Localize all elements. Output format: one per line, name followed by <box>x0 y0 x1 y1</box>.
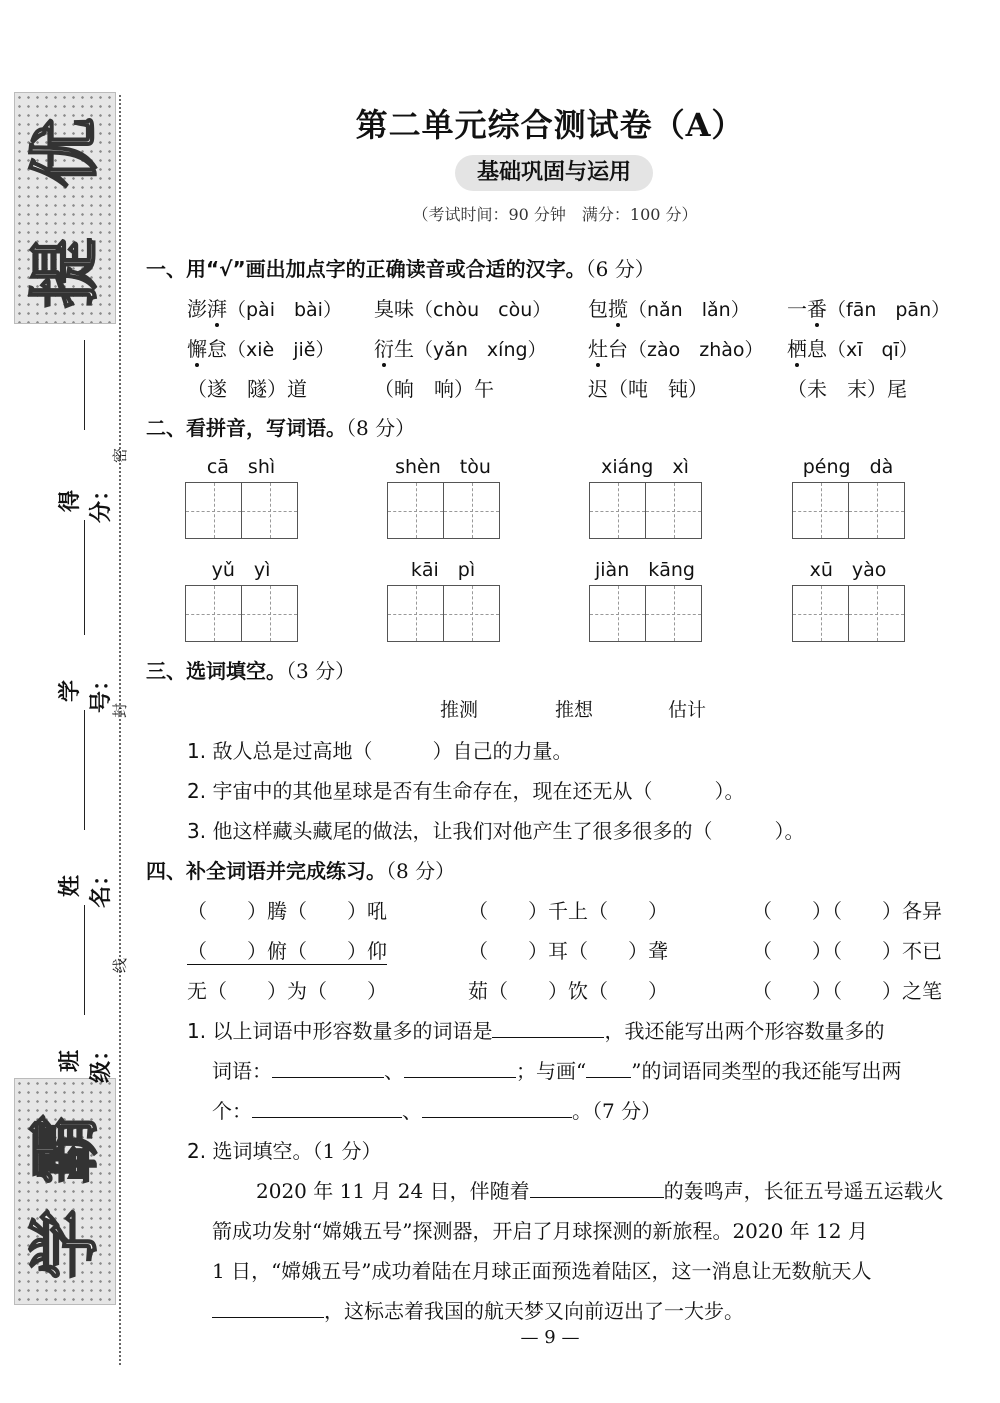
answer-blank[interactable] <box>530 1175 664 1198</box>
answer-blank[interactable] <box>252 1095 402 1118</box>
q3-heading: 三、选词填空。（3 分） <box>146 659 356 683</box>
answer-blank <box>586 1055 631 1078</box>
binding-line <box>119 95 121 1365</box>
answer-blank[interactable] <box>212 1295 324 1318</box>
answer-blank[interactable] <box>404 1055 516 1078</box>
q4-sub1-line2: 词语： 、 ；与画“ ”的词语同类型的我还能写出两 <box>212 1055 901 1084</box>
q2-heading: 二、看拼音，写词语。（8 分） <box>146 416 416 440</box>
pinyin-label: cā shì <box>206 456 276 478</box>
idiom-item-underlined[interactable]: （ ）俯（ ）仰 <box>187 935 387 965</box>
pinyin-label: péng dà <box>802 456 894 478</box>
badge-char: 提 <box>24 238 106 308</box>
seal-char: 密 <box>111 447 130 464</box>
blank-line <box>84 520 85 635</box>
badge-bottom <box>14 1078 116 1305</box>
passage-line: ，这标志着我国的航天梦又向前迈出了一大步。 <box>212 1295 744 1324</box>
name-label: 姓名： <box>58 864 114 909</box>
pinyin-label: kāi pì <box>410 559 476 581</box>
writing-boxes[interactable] <box>589 585 701 641</box>
q1-item: 澎湃（pài bài） <box>187 297 342 321</box>
q1-item: 臭味（chòu còu） <box>374 297 552 321</box>
q4-sub1-line1: 1. 以上词语中形容数量多的词语是 ，我还能写出两个形容数量多的 <box>187 1015 884 1044</box>
q1-item: 一番（fān pān） <box>787 297 951 321</box>
word-option: 推想 <box>555 699 594 721</box>
passage-line: 2020 年 11 月 24 日，伴随着 的轰鸣声，长征五号遥五运载火 <box>256 1175 944 1204</box>
idiom-item[interactable]: （ ）（ ）各异 <box>752 899 942 923</box>
q1-heading: 一、用“√”画出加点字的正确读音或合适的汉字。（6 分） <box>146 257 655 281</box>
answer-blank[interactable] <box>272 1055 384 1078</box>
pinyin-label: xū yào <box>809 559 887 581</box>
passage-line: 箭成功发射“嫦娥五号”探测器，开启了月球探测的新旅程。2020 年 12 月 <box>212 1219 868 1243</box>
page-title: 第二单元综合测试卷（A） <box>355 106 745 144</box>
answer-blank[interactable] <box>492 1015 604 1038</box>
q3-sentence: 1. 敌人总是过高地（ ）自己的力量。 <box>187 739 573 763</box>
exam-meta: （考试时间：90 分钟 满分：100 分） <box>412 205 698 224</box>
seal-char: 封 <box>111 702 130 719</box>
q1-item: （遂 隧）道 <box>187 377 307 401</box>
idiom-item[interactable]: （ ）腾（ ）吼 <box>187 899 387 923</box>
idiom-item[interactable]: 无（ ）为（ ） <box>187 979 387 1003</box>
answer-blank[interactable] <box>422 1095 572 1118</box>
idiom-item[interactable]: （ ）（ ）之笔 <box>752 979 942 1003</box>
page-number: — 9 — <box>520 1327 580 1348</box>
writing-boxes[interactable] <box>589 482 701 538</box>
pinyin-label: yǔ yì <box>211 559 271 581</box>
q1-item: 懈怠（xiè jiě） <box>187 337 335 361</box>
idiom-item[interactable]: （ ）（ ）不已 <box>752 939 942 963</box>
section-subtitle: 基础巩固与运用 <box>455 155 653 191</box>
idiom-item[interactable]: （ ）千上（ ） <box>468 899 668 923</box>
idiom-item[interactable]: （ ）耳（ ）聋 <box>468 939 668 963</box>
badge-char: 霸 <box>24 1114 106 1184</box>
word-option: 估计 <box>668 699 707 721</box>
q4-sub1-line3: 个： 、 。（7 分） <box>212 1095 661 1124</box>
blank-line <box>84 710 85 830</box>
writing-boxes[interactable] <box>387 585 499 641</box>
badge-char: 优 <box>24 118 106 188</box>
q1-item: 迟（吨 钝） <box>588 377 708 401</box>
q1-item: 灶台（zào zhào） <box>588 337 764 361</box>
writing-boxes[interactable] <box>185 585 297 641</box>
passage-line: 1 日，“嫦娥五号”成功着陆在月球正面预选着陆区，这一消息让无数航天人 <box>212 1259 872 1283</box>
pinyin-label: shèn tòu <box>395 456 491 478</box>
class-label: 班级： <box>58 1039 114 1084</box>
q3-sentence: 3. 他这样藏头藏尾的做法，让我们对他产生了很多很多的（ ）。 <box>187 819 805 843</box>
blank-line <box>84 905 85 1015</box>
q3-sentence: 2. 宇宙中的其他星球是否有生命存在，现在还无从（ ）。 <box>187 779 745 803</box>
q4-heading: 四、补全词语并完成练习。（8 分） <box>146 859 456 883</box>
pinyin-label: jiàn kāng <box>595 559 695 581</box>
idiom-item[interactable]: 茹（ ）饮（ ） <box>468 979 668 1003</box>
q4-sub2-label: 2. 选词填空。（1 分） <box>187 1139 382 1163</box>
writing-boxes[interactable] <box>387 482 499 538</box>
q1-item: （晌 响）午 <box>374 377 494 401</box>
q1-item: 衍生（yǎn xíng） <box>374 337 547 361</box>
pinyin-label: xiáng xì <box>601 456 689 478</box>
word-option: 推测 <box>440 699 479 721</box>
q1-item: 栖息（xī qī） <box>787 337 918 361</box>
q1-item: （未 末）尾 <box>787 377 907 401</box>
writing-boxes[interactable] <box>792 585 904 641</box>
writing-boxes[interactable] <box>792 482 904 538</box>
badge-char: 学 <box>24 1209 106 1279</box>
writing-boxes[interactable] <box>185 482 297 538</box>
seal-char: 线 <box>111 957 130 974</box>
badge-top <box>14 92 116 324</box>
blank-line <box>84 340 85 430</box>
student-id-label: 学号： <box>58 669 114 714</box>
score-label: 得分： <box>58 479 114 524</box>
q1-item: 包揽（nǎn lǎn） <box>588 297 750 321</box>
